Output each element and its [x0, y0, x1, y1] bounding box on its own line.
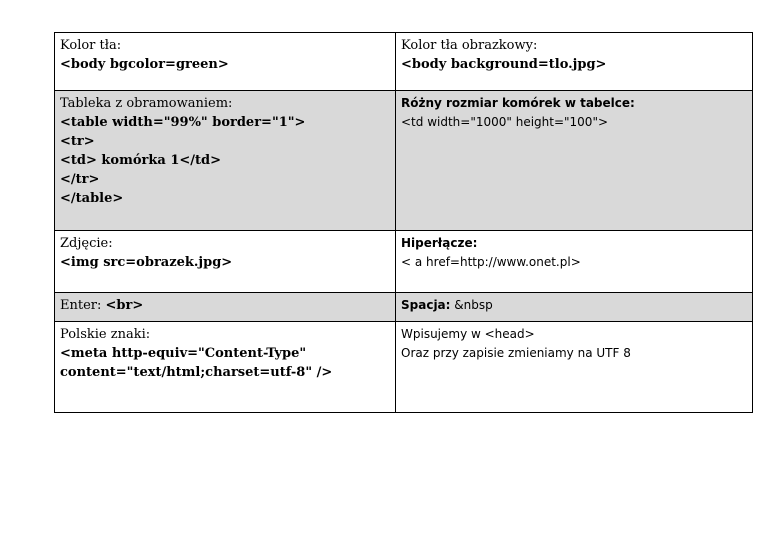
cell-inline	[60, 296, 390, 315]
table-row	[55, 293, 753, 322]
note-line: Wpisujemy w <head>	[401, 327, 535, 341]
code-snippet: <img src=obrazek.jpg>	[60, 255, 233, 270]
cell-label: Hiperłącze:	[401, 236, 478, 250]
cell-cell-size	[396, 91, 753, 231]
code-line: content="text/html;charset=utf-8" />	[60, 365, 333, 380]
cell-bg-image	[396, 33, 753, 91]
code-snippet: <body bgcolor=green>	[60, 57, 229, 72]
cell-label: Tableka z obramowaniem:	[60, 96, 233, 111]
cell-label: Kolor tła:	[60, 38, 122, 53]
cell-image	[55, 231, 396, 293]
code-line: <tr>	[60, 134, 95, 149]
cell-label: Kolor tła obrazkowy:	[401, 38, 538, 53]
code-line: <meta http-equiv="Content-Type"	[60, 346, 307, 361]
code-line: </tr>	[60, 172, 100, 187]
cell-inline	[401, 296, 747, 315]
cell-label: Zdjęcie:	[60, 236, 113, 251]
html-cheatsheet-table	[54, 32, 753, 413]
cell-hyperlink	[396, 231, 753, 293]
cell-bg-color	[55, 33, 396, 91]
note-line: Oraz przy zapisie zmieniamy na UTF 8	[401, 346, 631, 360]
code-line: </table>	[60, 191, 124, 206]
cell-polish-chars	[55, 322, 396, 413]
table-row	[55, 231, 753, 293]
code-line: <table width="99%" border="1">	[60, 115, 306, 130]
table-row	[55, 322, 753, 413]
cell-head-note	[396, 322, 753, 413]
code-snippet: < a href=http://www.onet.pl>	[401, 255, 581, 269]
code-snippet: <body background=tlo.jpg>	[401, 57, 607, 72]
cell-label: Różny rozmiar komórek w tabelce:	[401, 96, 635, 110]
cell-label: Enter:	[60, 298, 102, 313]
table-row	[55, 91, 753, 231]
table-row	[55, 33, 753, 91]
cell-space	[396, 293, 753, 322]
code-snippet: <br>	[105, 298, 144, 313]
cell-label: Spacja:	[401, 298, 451, 312]
code-line: <td> komórka 1</td>	[60, 153, 221, 168]
cell-enter	[55, 293, 396, 322]
cell-label: Polskie znaki:	[60, 327, 151, 342]
cell-bordered-table	[55, 91, 396, 231]
code-snippet: &nbsp	[454, 298, 493, 312]
code-snippet: <td width="1000" height="100">	[401, 115, 609, 129]
